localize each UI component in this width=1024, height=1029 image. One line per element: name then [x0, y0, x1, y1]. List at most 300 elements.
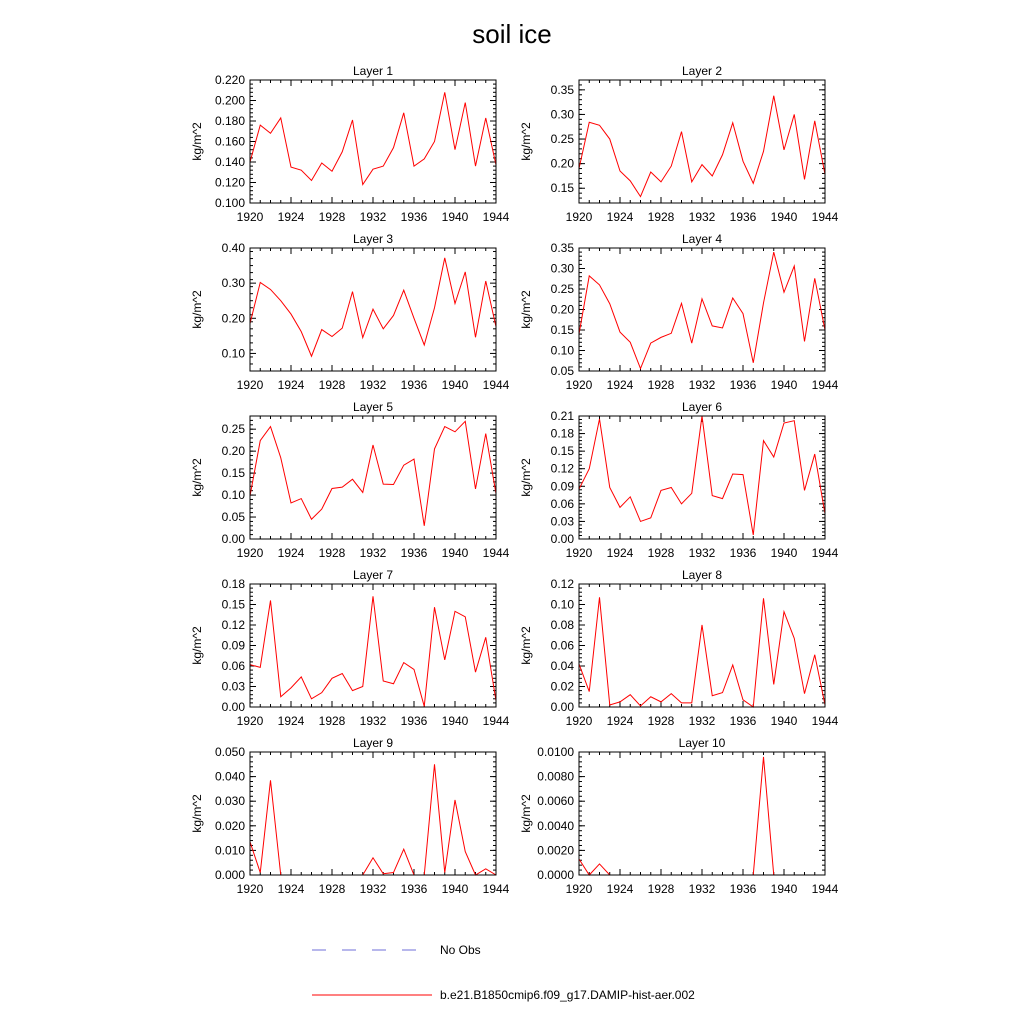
y-tick-label: 0.0000 — [537, 868, 574, 882]
data-point — [722, 498, 723, 499]
x-tick-label: 1944 — [482, 378, 510, 392]
data-point — [383, 166, 384, 167]
data-point — [403, 465, 404, 466]
data-point — [321, 329, 322, 330]
data-point — [742, 699, 743, 700]
x-tick-label: 1928 — [647, 378, 675, 392]
data-point — [393, 315, 394, 316]
data-point — [599, 125, 600, 126]
data-point — [465, 421, 466, 422]
data-point — [630, 496, 631, 497]
y-tick-label: 0.15 — [550, 181, 574, 196]
x-tick-label: 1940 — [770, 378, 798, 392]
data-point — [403, 290, 404, 291]
data-point — [352, 690, 353, 691]
data-point — [434, 764, 435, 765]
y-tick-label: 0.030 — [214, 794, 245, 809]
data-point — [650, 517, 651, 518]
y-axis-label: kg/m^2 — [190, 458, 204, 497]
data-point — [352, 291, 353, 292]
y-tick-label: 0.10 — [221, 488, 245, 503]
data-point — [311, 698, 312, 699]
x-tick-label: 1932 — [359, 882, 387, 896]
x-tick-label: 1936 — [729, 546, 757, 560]
x-tick-label: 1928 — [318, 210, 346, 224]
data-point — [475, 337, 476, 338]
data-point — [260, 125, 261, 126]
panel-title: Layer 1 — [352, 64, 394, 78]
data-point — [290, 313, 291, 314]
data-point — [362, 492, 363, 493]
data-point — [732, 297, 733, 298]
data-point — [722, 327, 723, 328]
y-tick-label: 0.30 — [221, 276, 245, 291]
data-point — [342, 673, 343, 674]
data-point — [599, 863, 600, 864]
panel-layer-8 — [519, 568, 839, 728]
x-tick-label: 1920 — [565, 210, 593, 224]
data-point — [660, 490, 661, 491]
data-point — [383, 680, 384, 681]
panels — [190, 64, 839, 896]
x-tick-label: 1920 — [565, 882, 593, 896]
data-point — [650, 696, 651, 697]
data-point — [342, 151, 343, 152]
data-point — [372, 169, 373, 170]
y-tick-label: 0.100 — [214, 196, 245, 210]
data-point — [599, 284, 600, 285]
panel-layer-10 — [519, 736, 839, 896]
panel-title: Layer 6 — [681, 400, 723, 414]
panel-title: Layer 7 — [352, 568, 394, 582]
x-tick-label: 1932 — [688, 546, 716, 560]
y-axis-label: kg/m^2 — [519, 290, 533, 329]
x-tick-label: 1932 — [359, 546, 387, 560]
data-point — [331, 678, 332, 679]
plot-frame — [250, 80, 496, 203]
data-point — [393, 147, 394, 148]
x-tick-label: 1936 — [400, 378, 428, 392]
data-point — [485, 117, 486, 118]
data-point — [712, 325, 713, 326]
y-tick-label: 0.04 — [550, 659, 574, 673]
data-point — [311, 356, 312, 357]
x-tick-label: 1920 — [236, 714, 264, 728]
x-tick-label: 1940 — [441, 882, 469, 896]
data-point — [383, 873, 384, 874]
data-point — [804, 179, 805, 180]
y-tick-label: 0.30 — [550, 261, 574, 276]
data-point — [413, 669, 414, 670]
data-point — [609, 704, 610, 705]
data-point — [660, 701, 661, 702]
data-point — [260, 440, 261, 441]
panel-layer-2 — [519, 64, 839, 224]
x-tick-label: 1920 — [565, 378, 593, 392]
plot-frame — [579, 80, 825, 203]
y-tick-label: 0.220 — [214, 73, 245, 87]
data-point — [424, 158, 425, 159]
x-tick-label: 1924 — [606, 882, 634, 896]
data-point — [773, 456, 774, 457]
data-point — [804, 490, 805, 491]
y-axis-label: kg/m^2 — [519, 626, 533, 665]
data-point — [290, 167, 291, 168]
y-tick-label: 0.0080 — [537, 769, 574, 784]
data-point — [393, 683, 394, 684]
data-point — [630, 180, 631, 181]
data-point — [804, 693, 805, 694]
data-point — [753, 534, 754, 535]
data-point — [260, 872, 261, 873]
data-point — [301, 170, 302, 171]
data-point — [444, 659, 445, 660]
data-point — [280, 300, 281, 301]
x-tick-label: 1936 — [729, 714, 757, 728]
x-tick-label: 1936 — [729, 882, 757, 896]
x-tick-label: 1944 — [482, 714, 510, 728]
x-tick-label: 1924 — [277, 378, 305, 392]
x-tick-label: 1936 — [729, 378, 757, 392]
data-point — [290, 687, 291, 688]
data-point — [424, 344, 425, 345]
x-tick-label: 1928 — [318, 546, 346, 560]
y-tick-label: 0.15 — [221, 597, 245, 612]
data-point — [691, 343, 692, 344]
data-point — [301, 331, 302, 332]
data-point — [383, 328, 384, 329]
data-point — [609, 487, 610, 488]
data-point — [444, 257, 445, 258]
data-point — [814, 120, 815, 121]
y-tick-label: 0.12 — [221, 618, 245, 632]
data-point — [270, 133, 271, 134]
x-tick-label: 1924 — [606, 714, 634, 728]
data-point — [609, 138, 610, 139]
data-point — [619, 701, 620, 702]
data-point — [342, 487, 343, 488]
data-point — [599, 418, 600, 419]
y-tick-label: 0.03 — [221, 679, 245, 694]
y-tick-label: 0.0040 — [537, 818, 574, 833]
data-point — [650, 343, 651, 344]
data-point — [260, 667, 261, 668]
plot-frame — [579, 416, 825, 539]
data-point — [589, 275, 590, 276]
x-tick-label: 1940 — [770, 882, 798, 896]
x-tick-label: 1936 — [400, 714, 428, 728]
y-tick-label: 0.20 — [221, 444, 245, 459]
data-point — [814, 453, 815, 454]
x-tick-label: 1932 — [359, 378, 387, 392]
data-point — [742, 161, 743, 162]
series-line — [250, 92, 496, 184]
data-point — [444, 426, 445, 427]
data-point — [403, 112, 404, 113]
data-point — [722, 692, 723, 693]
panel-title: Layer 2 — [681, 64, 723, 78]
data-point — [701, 164, 702, 165]
series-line — [579, 96, 825, 197]
y-tick-label: 0.05 — [221, 510, 245, 525]
panel-title: Layer 10 — [678, 736, 726, 750]
x-tick-label: 1928 — [647, 882, 675, 896]
x-tick-label: 1928 — [647, 210, 675, 224]
data-point — [362, 337, 363, 338]
data-point — [763, 598, 764, 599]
x-tick-label: 1940 — [441, 210, 469, 224]
data-point — [783, 292, 784, 293]
legend — [312, 943, 695, 1002]
x-tick-label: 1944 — [482, 546, 510, 560]
plot-frame — [250, 752, 496, 875]
x-tick-label: 1924 — [277, 546, 305, 560]
x-tick-label: 1928 — [318, 882, 346, 896]
x-tick-label: 1924 — [277, 210, 305, 224]
plot-frame — [579, 584, 825, 707]
data-point — [465, 102, 466, 103]
data-point — [681, 503, 682, 504]
x-tick-label: 1928 — [647, 714, 675, 728]
x-tick-label: 1920 — [236, 546, 264, 560]
x-tick-label: 1924 — [606, 210, 634, 224]
data-point — [485, 433, 486, 434]
data-point — [454, 799, 455, 800]
x-tick-label: 1920 — [565, 714, 593, 728]
data-point — [331, 171, 332, 172]
x-tick-label: 1944 — [811, 210, 839, 224]
y-tick-label: 0.03 — [550, 514, 574, 529]
y-tick-label: 0.06 — [550, 638, 574, 653]
y-tick-label: 0.18 — [550, 426, 574, 441]
x-tick-label: 1928 — [318, 378, 346, 392]
panel-layer-1 — [190, 64, 510, 224]
data-point — [352, 119, 353, 120]
data-point — [804, 341, 805, 342]
y-tick-label: 0.15 — [221, 466, 245, 481]
y-tick-label: 0.200 — [214, 93, 245, 108]
data-point — [599, 597, 600, 598]
data-point — [722, 154, 723, 155]
y-tick-label: 0.12 — [550, 461, 574, 476]
y-tick-label: 0.09 — [221, 638, 245, 653]
y-tick-label: 0.35 — [550, 241, 574, 255]
y-tick-label: 0.06 — [550, 496, 574, 511]
data-point — [270, 289, 271, 290]
data-point — [362, 686, 363, 687]
data-point — [362, 184, 363, 185]
data-point — [454, 303, 455, 304]
y-tick-label: 0.0020 — [537, 843, 574, 858]
plot-frame — [250, 416, 496, 539]
legend-model-label: b.e21.B1850cmip6.f09_g17.DAMIP-hist-aer.002 — [440, 988, 695, 1002]
data-point — [794, 114, 795, 115]
x-tick-label: 1944 — [482, 210, 510, 224]
x-tick-label: 1924 — [277, 714, 305, 728]
y-tick-label: 0.00 — [550, 700, 574, 714]
data-point — [424, 525, 425, 526]
x-tick-label: 1928 — [647, 546, 675, 560]
data-point — [301, 498, 302, 499]
data-point — [712, 695, 713, 696]
panel-layer-5 — [190, 400, 510, 560]
data-point — [475, 488, 476, 489]
data-point — [742, 474, 743, 475]
data-point — [773, 684, 774, 685]
y-axis-label: kg/m^2 — [190, 794, 204, 833]
data-point — [650, 171, 651, 172]
figure-title: soil ice — [472, 19, 552, 49]
data-point — [485, 637, 486, 638]
data-point — [485, 280, 486, 281]
x-tick-label: 1932 — [359, 210, 387, 224]
y-tick-label: 0.40 — [221, 241, 245, 255]
data-point — [691, 181, 692, 182]
data-point — [393, 872, 394, 873]
data-point — [814, 654, 815, 655]
x-tick-label: 1940 — [441, 378, 469, 392]
data-point — [671, 693, 672, 694]
y-tick-label: 0.180 — [214, 114, 245, 128]
y-tick-label: 0.20 — [221, 311, 245, 326]
data-point — [681, 702, 682, 703]
y-axis-label: kg/m^2 — [519, 122, 533, 161]
panel-title: Layer 8 — [681, 568, 723, 582]
x-tick-label: 1932 — [359, 714, 387, 728]
data-point — [763, 756, 764, 757]
y-tick-label: 0.140 — [214, 155, 245, 169]
data-point — [280, 457, 281, 458]
data-point — [321, 509, 322, 510]
x-tick-label: 1936 — [729, 210, 757, 224]
data-point — [589, 691, 590, 692]
data-point — [640, 521, 641, 522]
data-point — [671, 166, 672, 167]
data-point — [671, 487, 672, 488]
data-point — [270, 600, 271, 601]
data-point — [640, 196, 641, 197]
y-tick-label: 0.05 — [550, 364, 574, 378]
y-tick-label: 0.00 — [221, 700, 245, 714]
x-tick-label: 1936 — [400, 546, 428, 560]
data-point — [342, 328, 343, 329]
x-tick-label: 1924 — [277, 882, 305, 896]
data-point — [763, 151, 764, 152]
data-point — [814, 278, 815, 279]
y-axis-label: kg/m^2 — [190, 122, 204, 161]
x-tick-label: 1920 — [565, 546, 593, 560]
data-point — [413, 318, 414, 319]
x-tick-label: 1940 — [770, 210, 798, 224]
data-point — [372, 857, 373, 858]
y-tick-label: 0.00 — [550, 532, 574, 546]
data-point — [732, 473, 733, 474]
data-point — [331, 336, 332, 337]
panel-layer-7 — [190, 568, 510, 728]
data-point — [763, 440, 764, 441]
data-point — [691, 493, 692, 494]
series-line — [250, 258, 496, 356]
data-point — [630, 694, 631, 695]
y-tick-label: 0.09 — [550, 479, 574, 494]
data-point — [783, 149, 784, 150]
data-point — [352, 479, 353, 480]
panel-layer-9 — [190, 736, 510, 896]
data-point — [434, 141, 435, 142]
data-point — [270, 426, 271, 427]
data-point — [413, 458, 414, 459]
x-tick-label: 1920 — [236, 882, 264, 896]
x-tick-label: 1944 — [811, 882, 839, 896]
y-tick-label: 0.10 — [550, 597, 574, 612]
y-tick-label: 0.010 — [214, 843, 245, 858]
data-point — [589, 122, 590, 123]
panel-title: Layer 5 — [352, 400, 394, 414]
data-point — [742, 313, 743, 314]
y-tick-label: 0.35 — [550, 82, 574, 97]
data-point — [763, 302, 764, 303]
y-tick-label: 0.0060 — [537, 794, 574, 809]
legend-obs-label: No Obs — [440, 943, 481, 957]
y-tick-label: 0.15 — [550, 444, 574, 459]
data-point — [589, 468, 590, 469]
y-tick-label: 0.120 — [214, 175, 245, 190]
y-tick-label: 0.06 — [221, 659, 245, 673]
x-tick-label: 1940 — [441, 546, 469, 560]
series-line — [579, 252, 825, 368]
data-point — [393, 484, 394, 485]
data-point — [331, 488, 332, 489]
y-tick-label: 0.18 — [221, 577, 245, 591]
data-point — [753, 362, 754, 363]
data-point — [773, 252, 774, 253]
x-tick-label: 1944 — [482, 882, 510, 896]
data-point — [681, 131, 682, 132]
plot-frame — [579, 752, 825, 875]
data-point — [321, 692, 322, 693]
y-tick-label: 0.25 — [550, 132, 574, 147]
data-point — [794, 420, 795, 421]
data-point — [783, 611, 784, 612]
x-tick-label: 1932 — [688, 210, 716, 224]
x-tick-label: 1940 — [770, 546, 798, 560]
y-tick-label: 0.0100 — [537, 745, 574, 759]
data-point — [681, 303, 682, 304]
y-tick-label: 0.10 — [550, 343, 574, 358]
data-point — [630, 342, 631, 343]
data-point — [372, 444, 373, 445]
series-line — [250, 764, 496, 875]
x-tick-label: 1936 — [400, 882, 428, 896]
y-tick-label: 0.000 — [214, 868, 245, 882]
data-point — [475, 672, 476, 673]
data-point — [383, 483, 384, 484]
data-point — [485, 868, 486, 869]
x-tick-label: 1932 — [688, 882, 716, 896]
data-point — [444, 92, 445, 93]
x-tick-label: 1940 — [770, 714, 798, 728]
data-point — [454, 431, 455, 432]
x-tick-label: 1932 — [688, 714, 716, 728]
data-point — [640, 705, 641, 706]
y-tick-label: 0.20 — [550, 156, 574, 171]
data-point — [280, 117, 281, 118]
y-tick-label: 0.08 — [550, 618, 574, 632]
x-tick-label: 1924 — [606, 378, 634, 392]
y-tick-label: 0.040 — [214, 769, 245, 784]
series-line — [579, 757, 825, 875]
data-point — [454, 611, 455, 612]
